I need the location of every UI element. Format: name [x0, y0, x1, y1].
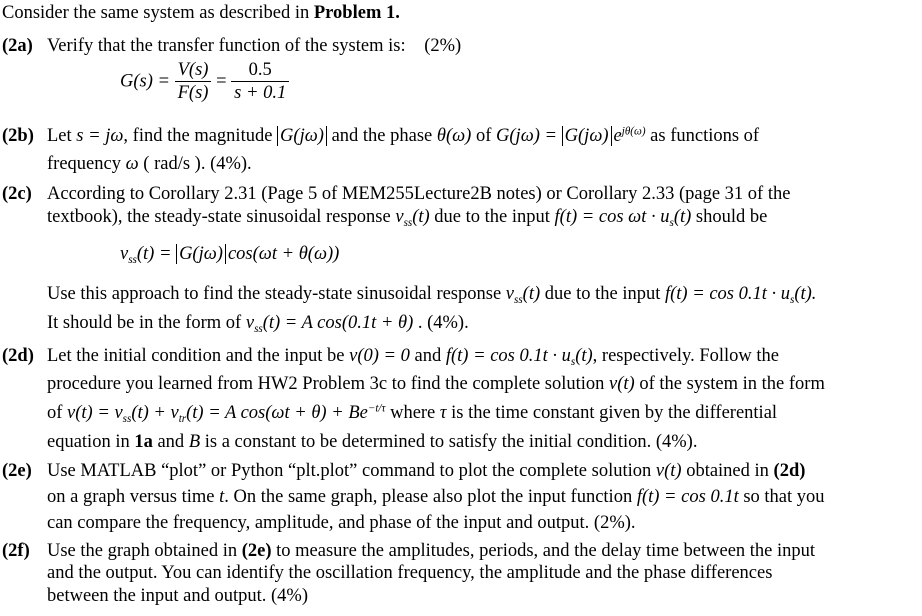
p2c-l4-text-a: Use this approach to find the steady-state sinusoidal response: [47, 284, 506, 304]
p2f-ref: (2e): [241, 541, 272, 561]
p2b-text-e: and the phase: [326, 126, 437, 146]
p2b-text-l: as functions of: [645, 126, 760, 146]
p2c-eq-ss: ss: [128, 253, 137, 266]
p2e-line-3: can compare the frequency, amplitude, and phase of the input and output. (2%).: [47, 513, 636, 533]
p2e-vt: v(t): [655, 461, 682, 481]
p2e-l2-text-a: on a graph versus time: [47, 487, 220, 507]
p2d-l3-where: where: [385, 403, 440, 423]
p2d-line-3: [47, 402, 777, 425]
p2b-text-g: of: [471, 126, 497, 146]
p2d-l3-tau: τ: [439, 403, 447, 423]
p2b-s-eq-jw: s = jω: [76, 126, 124, 146]
p2b-freq-text: frequency: [47, 154, 126, 174]
p2d-text-g: , respectively. Follow the: [592, 346, 779, 366]
p2d-s: s: [570, 355, 576, 368]
p2b-g-jw: G(jω) =: [496, 126, 562, 146]
p2e-l2-text-e: so that you: [738, 487, 825, 507]
p2d-line-2: [47, 373, 825, 396]
p2d-initial: v(0) = 0: [349, 346, 410, 366]
intro-end: .: [395, 3, 400, 23]
p2b-line-2: [47, 153, 252, 176]
intro-text: Consider the same system as described in: [2, 3, 314, 23]
p2d-input: f(t) = cos 0.1t · u: [445, 346, 571, 366]
p2c-eq-magnitude: G(jω): [176, 244, 226, 264]
p2a-line: [47, 35, 461, 58]
p2c-v: v: [395, 207, 404, 227]
p2b-text-c: , find the magnitude: [123, 126, 278, 146]
p2c-s-sub: s: [669, 216, 674, 229]
label-2f: (2f): [2, 541, 30, 561]
p2d-l3-exp: −t/τ: [367, 402, 386, 415]
label-2b: (2b): [2, 126, 34, 146]
p2c-text-i: should be: [691, 207, 768, 227]
p2c-eq-t: (t) =: [136, 244, 177, 264]
p2e-l2-text-c: . On the same graph, please also plot the input function: [224, 487, 637, 507]
label-2c: (2c): [2, 184, 32, 204]
p2c-l5-v: v: [245, 313, 255, 333]
p2d-line-1: [47, 345, 779, 368]
p2a-text: Verify that the transfer function of the system is:: [47, 36, 406, 56]
p2c-line-1: According to Corollary 2.31 (Page 5 of MEM255Lecture2B notes) or Corollary 2.33 (page 31 of the: [47, 184, 791, 204]
p2e-l2-input: f(t) = cos 0.1t: [636, 487, 739, 507]
p2c-l5-text-a: It should be in the form of: [47, 313, 246, 333]
p2b-units-pct: ( rad/s ). (4%).: [138, 154, 252, 174]
p2d-l4-text-a: equation in: [47, 432, 135, 452]
p2c-l4-v: v: [505, 284, 515, 304]
p2d-l2-text-c: of the system in the form: [634, 374, 825, 394]
tf-den-1: F(s): [177, 83, 209, 104]
p2d-l2-vt: v(t): [609, 374, 635, 394]
p2c-text-e: due to the input: [429, 207, 555, 227]
p2d-text-c: and: [409, 346, 446, 366]
p2d-line-4: [47, 431, 697, 454]
p2d-l3-tr: tr: [178, 412, 187, 425]
tf-frac-1: [175, 60, 212, 104]
p2c-ss: ss: [403, 216, 413, 229]
p2c-t: (t): [412, 207, 430, 227]
p2c-t2: (t): [673, 207, 692, 227]
p2b-omega: ω: [125, 154, 139, 174]
p2a-percent: (2%): [424, 36, 462, 56]
p2c-l4-t2: (t).: [794, 284, 817, 304]
p2d-l3-form: (t) = A cos(ωt + θ) + Be: [186, 403, 368, 423]
p2d-l3-v: v(t) = v: [67, 403, 123, 423]
label-2e: (2e): [2, 461, 32, 481]
p2c-l4-s: s: [790, 293, 795, 306]
p2d-l2-text-a: procedure you learned from HW2 Problem 3c to find the complete solution: [47, 374, 610, 394]
intro-problem-ref: Problem 1: [313, 3, 396, 23]
p2d-l4-B: B: [188, 432, 201, 452]
p2c-response-formula: [120, 243, 339, 266]
p2e-ref: (2d): [773, 461, 806, 481]
tf-eq: =: [216, 71, 227, 92]
tf-den-2: s + 0.1: [234, 83, 287, 104]
tf-lhs: G(s) =: [120, 71, 170, 92]
p2c-text-a: textbook), the steady-state sinusoidal response: [47, 207, 396, 227]
transfer-function-formula: [120, 60, 289, 104]
label-2d: (2d): [2, 346, 34, 366]
p2e-l2-t: t: [219, 487, 225, 507]
p2f-text-a: Use the graph obtained in: [47, 541, 242, 561]
p2d-l4-ref: 1a: [134, 432, 153, 452]
p2b-exp-power: jθ(ω): [621, 125, 646, 138]
p2b-text-a: Let: [47, 126, 77, 146]
p2b-phase: θ(ω): [436, 126, 472, 146]
p2c-line-4: [47, 283, 816, 306]
p2d-l3-plus-v: (t) + v: [131, 403, 179, 423]
p2c-eq-v: v: [120, 244, 129, 264]
p2e-line-2: [47, 486, 825, 509]
intro-line: [2, 2, 400, 25]
p2b-magnitude-2: G(jω): [562, 126, 612, 146]
p2b-line-1: [47, 125, 759, 148]
p2b-exp-base: e: [613, 126, 622, 146]
p2f-line-1: [47, 540, 815, 563]
tf-num-2: 0.5: [231, 60, 289, 82]
p2d-l3-text-j: is the time constant given by the differential: [446, 403, 778, 423]
p2d-l3-of: of: [47, 403, 68, 423]
p2c-l5-ss: ss: [254, 322, 263, 335]
p2c-l4-t: (t): [522, 284, 541, 304]
p2f-line-3: between the input and output. (4%): [47, 586, 308, 606]
p2c-line-2: [47, 206, 767, 229]
p2e-text-a: Use MATLAB “plot” or Python “plt.plot” command to plot the complete solution: [47, 461, 656, 481]
p2c-line-5: [47, 312, 469, 335]
p2d-text-a: Let the initial condition and the input be: [47, 346, 350, 366]
p2d-l4-text-e: is a constant to be determined to satisfy the initial condition. (4%).: [200, 432, 698, 452]
tf-frac-2: [231, 60, 289, 104]
p2e-text-c: obtained in: [681, 461, 774, 481]
p2c-l4-ss: ss: [514, 293, 523, 306]
p2c-l4-input: f(t) = cos 0.1t · u: [664, 284, 790, 304]
p2c-input-fn: f(t) = cos ωt · u: [554, 207, 670, 227]
p2d-l4-and: and: [152, 432, 189, 452]
p2b-magnitude: G(jω): [277, 126, 327, 146]
p2c-l5-pct: . (4%).: [413, 313, 469, 333]
tf-num-1: V(s): [175, 60, 212, 82]
p2f-line-2: and the output. You can identify the oscillation frequency, the amplitude and the phase differences: [47, 563, 773, 583]
p2f-text-c: to measure the amplitudes, periods, and the delay time between the input: [271, 541, 816, 561]
p2c-l5-form: (t) = A cos(0.1t + θ): [262, 313, 414, 333]
p2d-t: (t): [575, 346, 593, 366]
p2c-l4-text-e: due to the input: [540, 284, 665, 304]
label-2a: (2a): [2, 36, 33, 56]
p2c-eq-cos: cos(ωt + θ(ω)): [227, 244, 340, 264]
p2e-line-1: [47, 460, 805, 483]
p2d-l3-ss: ss: [122, 412, 132, 425]
